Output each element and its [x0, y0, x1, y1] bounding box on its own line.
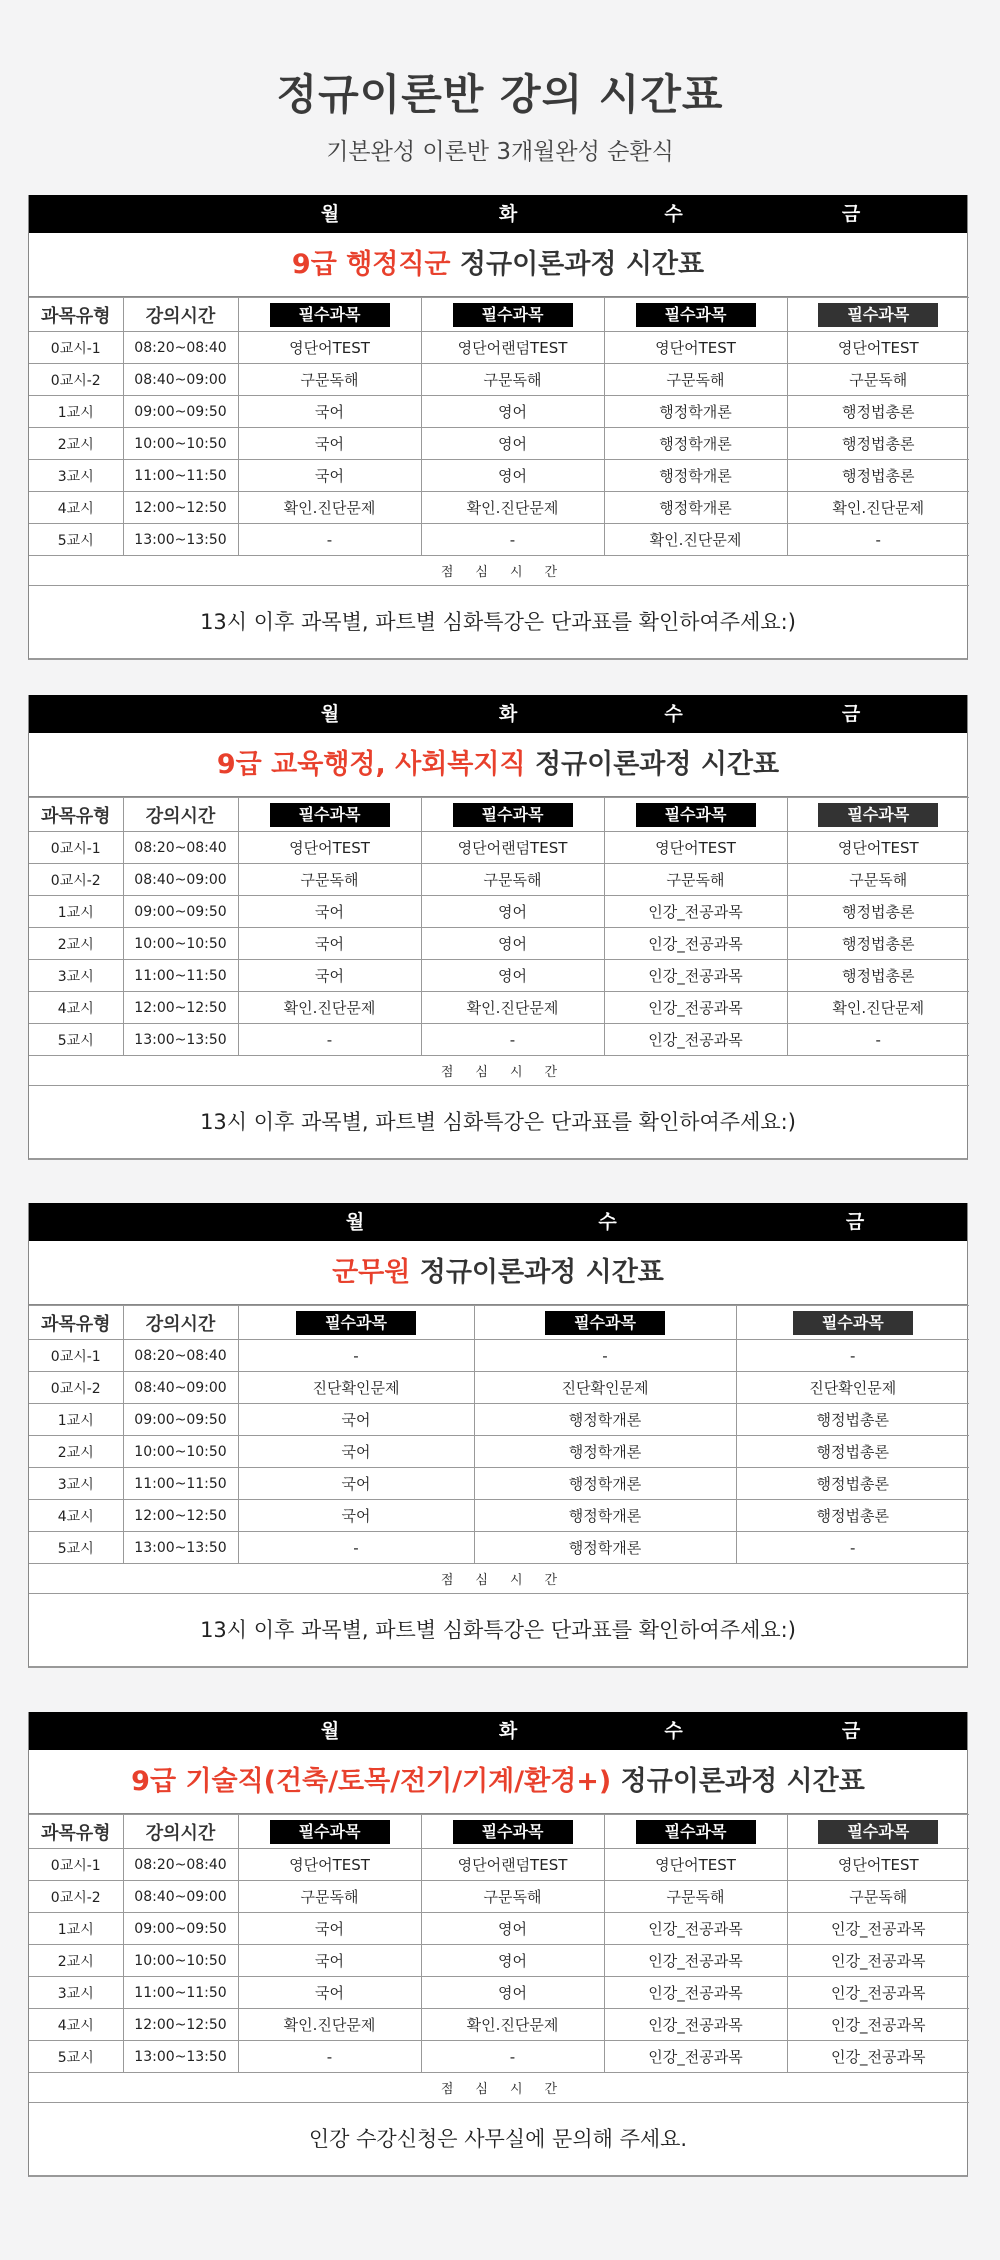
subject-cell: 행정학개론: [474, 1500, 736, 1532]
time-cell: 11:00~11:50: [123, 460, 238, 492]
required-subject-header: [238, 798, 421, 832]
table-row: [29, 864, 969, 896]
weekday-bar: [29, 1203, 967, 1241]
subject-cell: 진단확인문제: [736, 1372, 969, 1404]
period-cell: 3교시: [29, 1468, 123, 1500]
lunch-label: 점심시간: [29, 2073, 969, 2103]
section-title: [29, 233, 967, 297]
lunch-label: 점심시간: [29, 556, 969, 586]
timetable-section: [28, 695, 968, 1160]
header-row: [29, 298, 969, 332]
subject-cell: -: [421, 2041, 604, 2073]
subject-cell: 인강_전공과목: [787, 2009, 969, 2041]
period-cell: 5교시: [29, 524, 123, 556]
subject-cell: 영단어TEST: [604, 1849, 787, 1881]
subject-cell: 인강_전공과목: [604, 2009, 787, 2041]
required-subject-header: [787, 798, 969, 832]
subject-cell: 영어: [421, 1913, 604, 1945]
subject-cell: 인강_전공과목: [787, 1977, 969, 2009]
subject-cell: 인강_전공과목: [604, 1945, 787, 1977]
table-row: [29, 832, 969, 864]
table-row: [29, 2041, 969, 2073]
section-note: 13시 이후 과목별, 파트별 심화특강은 단과표를 확인하여주세요:): [200, 1618, 796, 1642]
section-note: 13시 이후 과목별, 파트별 심화특강은 단과표를 확인하여주세요:): [200, 610, 796, 634]
table-row: [29, 524, 969, 556]
required-subject-header: [604, 1815, 787, 1849]
required-subject-chip: 필수과목: [636, 803, 756, 827]
subject-cell: 행정법총론: [736, 1468, 969, 1500]
subject-cell: 영어: [421, 960, 604, 992]
subject-cell: 확인.진단문제: [787, 492, 969, 524]
required-subject-chip: 필수과목: [818, 303, 938, 327]
required-subject-header: [238, 1815, 421, 1849]
weekday-label: 금: [841, 203, 861, 225]
subject-cell: 행정법총론: [787, 960, 969, 992]
table-row: [29, 928, 969, 960]
table-row: [29, 1436, 969, 1468]
subject-cell: -: [238, 524, 421, 556]
subject-cell: 영어: [421, 396, 604, 428]
subject-cell: 구문독해: [238, 864, 421, 896]
subject-cell: 영단어TEST: [238, 332, 421, 364]
time-cell: 11:00~11:50: [123, 1977, 238, 2009]
subject-cell: -: [238, 1532, 474, 1564]
required-subject-header: [787, 298, 969, 332]
subject-cell: 영단어TEST: [604, 832, 787, 864]
time-cell: 08:40~09:00: [123, 364, 238, 396]
subject-cell: 국어: [238, 1468, 474, 1500]
time-cell: 08:20~08:40: [123, 832, 238, 864]
page-title: 정규이론반 강의 시간표: [276, 70, 724, 119]
required-subject-chip: 필수과목: [270, 1820, 390, 1844]
time-header: 강의시간: [123, 1306, 238, 1340]
subject-cell: 영어: [421, 928, 604, 960]
period-cell: 5교시: [29, 1532, 123, 1564]
required-subject-header: [787, 1815, 969, 1849]
subject-cell: 행정학개론: [604, 460, 787, 492]
required-subject-chip: 필수과목: [818, 803, 938, 827]
table-row: [29, 1024, 969, 1056]
section-note: 인강 수강신청은 사무실에 문의해 주세요.: [308, 2127, 688, 2151]
schedule-table: [29, 297, 969, 586]
subject-cell: 구문독해: [787, 1881, 969, 1913]
time-cell: 08:20~08:40: [123, 332, 238, 364]
subject-cell: 영어: [421, 896, 604, 928]
period-cell: 1교시: [29, 1404, 123, 1436]
subject-cell: -: [736, 1340, 969, 1372]
table-row: [29, 1881, 969, 1913]
required-subject-header: [474, 1306, 736, 1340]
subject-cell: 행정학개론: [474, 1436, 736, 1468]
time-cell: 08:20~08:40: [123, 1849, 238, 1881]
schedule-table: [29, 1305, 969, 1594]
section-title-highlight: 9급 기술직(건축/토목/전기/기계/환경+): [131, 1766, 612, 1797]
subject-cell: 구문독해: [604, 1881, 787, 1913]
weekday-label: 월: [345, 1211, 365, 1233]
subject-cell: 구문독해: [421, 864, 604, 896]
time-header: 강의시간: [123, 298, 238, 332]
required-subject-chip: 필수과목: [793, 1311, 913, 1335]
period-cell: 5교시: [29, 1024, 123, 1056]
type-header: 과목유형: [29, 298, 123, 332]
period-cell: 0교시-1: [29, 332, 123, 364]
required-subject-header: [238, 1306, 474, 1340]
subject-cell: 인강_전공과목: [604, 992, 787, 1024]
schedule-table: [29, 1814, 969, 2103]
subject-cell: 영단어TEST: [604, 332, 787, 364]
subject-cell: 행정학개론: [604, 428, 787, 460]
time-cell: 09:00~09:50: [123, 896, 238, 928]
subject-cell: 영어: [421, 460, 604, 492]
time-cell: 12:00~12:50: [123, 492, 238, 524]
lunch-label: 점심시간: [29, 1564, 969, 1594]
subject-cell: 구문독해: [421, 364, 604, 396]
time-cell: 09:00~09:50: [123, 1404, 238, 1436]
subject-cell: 확인.진단문제: [238, 492, 421, 524]
period-cell: 0교시-1: [29, 1340, 123, 1372]
period-cell: 3교시: [29, 960, 123, 992]
required-subject-chip: 필수과목: [270, 303, 390, 327]
subject-cell: -: [421, 524, 604, 556]
subject-cell: 국어: [238, 1404, 474, 1436]
subject-cell: 국어: [238, 428, 421, 460]
required-subject-header: [238, 298, 421, 332]
section-title-rest: 정규이론과정 시간표: [525, 749, 780, 780]
timetable-section: [28, 1712, 968, 2177]
weekday-label: 월: [320, 703, 340, 725]
time-cell: 13:00~13:50: [123, 1024, 238, 1056]
subject-cell: 확인.진단문제: [421, 492, 604, 524]
subject-cell: 영어: [421, 1945, 604, 1977]
time-cell: 10:00~10:50: [123, 428, 238, 460]
weekday-label: 월: [320, 1720, 340, 1742]
time-cell: 13:00~13:50: [123, 2041, 238, 2073]
timetable-section: [28, 195, 968, 660]
subject-cell: -: [421, 1024, 604, 1056]
subject-cell: 인강_전공과목: [604, 960, 787, 992]
subject-cell: 행정학개론: [604, 492, 787, 524]
subject-cell: -: [787, 524, 969, 556]
subject-cell: 행정법총론: [736, 1500, 969, 1532]
subject-cell: 행정법총론: [787, 928, 969, 960]
section-title: [29, 1241, 967, 1305]
period-cell: 2교시: [29, 428, 123, 460]
section-title-highlight: 군무원: [332, 1257, 411, 1288]
subject-cell: 영단어TEST: [787, 832, 969, 864]
period-cell: 1교시: [29, 1913, 123, 1945]
table-row: [29, 428, 969, 460]
subject-cell: 인강_전공과목: [787, 1945, 969, 1977]
time-cell: 10:00~10:50: [123, 1945, 238, 1977]
time-cell: 12:00~12:50: [123, 2009, 238, 2041]
subject-cell: 영단어TEST: [238, 832, 421, 864]
subject-cell: 확인.진단문제: [421, 2009, 604, 2041]
weekday-label: 수: [664, 1720, 683, 1742]
period-cell: 0교시-2: [29, 1881, 123, 1913]
subject-cell: 국어: [238, 1500, 474, 1532]
period-cell: 0교시-1: [29, 1849, 123, 1881]
subject-cell: 구문독해: [604, 864, 787, 896]
subject-cell: 영어: [421, 428, 604, 460]
subject-cell: 확인.진단문제: [421, 992, 604, 1024]
period-cell: 4교시: [29, 1500, 123, 1532]
subject-cell: 구문독해: [238, 364, 421, 396]
required-subject-chip: 필수과목: [453, 303, 573, 327]
time-header: 강의시간: [123, 798, 238, 832]
header-row: [29, 1815, 969, 1849]
subject-cell: 국어: [238, 396, 421, 428]
time-cell: 10:00~10:50: [123, 1436, 238, 1468]
section-title: [29, 1750, 967, 1814]
required-subject-header: [736, 1306, 969, 1340]
subject-cell: 확인.진단문제: [238, 992, 421, 1024]
subject-cell: 영단어랜덤TEST: [421, 332, 604, 364]
weekday-label: 금: [845, 1211, 865, 1233]
period-cell: 2교시: [29, 928, 123, 960]
weekday-label: 수: [598, 1211, 617, 1233]
weekday-label: 월: [320, 203, 340, 225]
table-row: [29, 896, 969, 928]
table-row: [29, 1372, 969, 1404]
subject-cell: 행정학개론: [604, 396, 787, 428]
subject-cell: 행정법총론: [736, 1404, 969, 1436]
lunch-row: [29, 556, 969, 586]
time-header: 강의시간: [123, 1815, 238, 1849]
period-cell: 3교시: [29, 460, 123, 492]
required-subject-chip: 필수과목: [545, 1311, 665, 1335]
subject-cell: 행정법총론: [787, 460, 969, 492]
period-cell: 3교시: [29, 1977, 123, 2009]
required-subject-chip: 필수과목: [270, 803, 390, 827]
period-cell: 1교시: [29, 896, 123, 928]
period-cell: 0교시-2: [29, 364, 123, 396]
weekday-bar: [29, 695, 967, 733]
period-cell: 4교시: [29, 992, 123, 1024]
subject-cell: 영단어랜덤TEST: [421, 832, 604, 864]
time-cell: 08:40~09:00: [123, 1881, 238, 1913]
table-row: [29, 332, 969, 364]
table-row: [29, 992, 969, 1024]
weekday-bar: [29, 1712, 967, 1750]
table-row: [29, 1404, 969, 1436]
subject-cell: 행정법총론: [736, 1436, 969, 1468]
weekday-label: 금: [841, 1720, 861, 1742]
required-subject-chip: 필수과목: [636, 1820, 756, 1844]
subject-cell: 구문독해: [604, 364, 787, 396]
subject-cell: 행정법총론: [787, 428, 969, 460]
table-row: [29, 1340, 969, 1372]
subject-cell: 확인.진단문제: [238, 2009, 421, 2041]
table-row: [29, 492, 969, 524]
subject-cell: 구문독해: [238, 1881, 421, 1913]
section-title-rest: 정규이론과정 시간표: [410, 1257, 664, 1288]
lunch-row: [29, 1564, 969, 1594]
schedule-table: [29, 797, 969, 1086]
subject-cell: 진단확인문제: [474, 1372, 736, 1404]
table-row: [29, 1849, 969, 1881]
header-row: [29, 798, 969, 832]
subject-cell: -: [238, 2041, 421, 2073]
table-row: [29, 1468, 969, 1500]
subject-cell: 확인.진단문제: [787, 992, 969, 1024]
type-header: 과목유형: [29, 798, 123, 832]
subject-cell: 행정법총론: [787, 396, 969, 428]
subject-cell: 행정법총론: [787, 896, 969, 928]
page-subtitle: 기본완성 이론반 3개월완성 순환식: [326, 139, 674, 165]
period-cell: 2교시: [29, 1945, 123, 1977]
subject-cell: 진단확인문제: [238, 1372, 474, 1404]
table-row: [29, 960, 969, 992]
header-row: [29, 1306, 969, 1340]
required-subject-header: [421, 798, 604, 832]
table-row: [29, 2009, 969, 2041]
section-note: 13시 이후 과목별, 파트별 심화특강은 단과표를 확인하여주세요:): [200, 1110, 796, 1134]
subject-cell: 국어: [238, 1945, 421, 1977]
subject-cell: 국어: [238, 1436, 474, 1468]
weekday-label: 수: [664, 203, 683, 225]
weekday-bar: [29, 195, 967, 233]
required-subject-chip: 필수과목: [818, 1820, 938, 1844]
required-subject-chip: 필수과목: [636, 303, 756, 327]
subject-cell: -: [474, 1340, 736, 1372]
subject-cell: 행정학개론: [474, 1468, 736, 1500]
lunch-label: 점심시간: [29, 1056, 969, 1086]
subject-cell: -: [238, 1340, 474, 1372]
period-cell: 0교시-2: [29, 1372, 123, 1404]
required-subject-header: [421, 1815, 604, 1849]
section-title: [29, 733, 967, 797]
time-cell: 10:00~10:50: [123, 928, 238, 960]
subject-cell: 국어: [238, 1977, 421, 2009]
weekday-label: 화: [498, 1720, 518, 1742]
subject-cell: 인강_전공과목: [604, 1977, 787, 2009]
period-cell: 2교시: [29, 1436, 123, 1468]
table-row: [29, 1532, 969, 1564]
period-cell: 0교시-2: [29, 864, 123, 896]
time-cell: 12:00~12:50: [123, 1500, 238, 1532]
table-row: [29, 396, 969, 428]
subject-cell: 인강_전공과목: [604, 1024, 787, 1056]
subject-cell: 인강_전공과목: [604, 2041, 787, 2073]
subject-cell: 인강_전공과목: [604, 896, 787, 928]
subject-cell: 국어: [238, 460, 421, 492]
time-cell: 08:40~09:00: [123, 864, 238, 896]
subject-cell: 국어: [238, 928, 421, 960]
required-subject-chip: 필수과목: [296, 1311, 416, 1335]
required-subject-header: [421, 298, 604, 332]
subject-cell: 구문독해: [787, 864, 969, 896]
subject-cell: 구문독해: [787, 364, 969, 396]
period-cell: 4교시: [29, 2009, 123, 2041]
time-cell: 13:00~13:50: [123, 1532, 238, 1564]
subject-cell: 국어: [238, 1913, 421, 1945]
subject-cell: 인강_전공과목: [604, 1913, 787, 1945]
timetable-section: [28, 1203, 968, 1668]
subject-cell: 구문독해: [421, 1881, 604, 1913]
time-cell: 13:00~13:50: [123, 524, 238, 556]
subject-cell: 영단어TEST: [787, 332, 969, 364]
subject-cell: 영단어랜덤TEST: [421, 1849, 604, 1881]
period-cell: 1교시: [29, 396, 123, 428]
subject-cell: -: [238, 1024, 421, 1056]
subject-cell: 인강_전공과목: [604, 928, 787, 960]
section-title-rest: 정규이론과정 시간표: [450, 249, 705, 280]
subject-cell: 국어: [238, 960, 421, 992]
lunch-row: [29, 1056, 969, 1086]
time-cell: 11:00~11:50: [123, 1468, 238, 1500]
weekday-label: 수: [664, 703, 683, 725]
subject-cell: 행정학개론: [474, 1404, 736, 1436]
table-row: [29, 1977, 969, 2009]
time-cell: 09:00~09:50: [123, 396, 238, 428]
required-subject-header: [604, 798, 787, 832]
subject-cell: 영어: [421, 1977, 604, 2009]
section-title-highlight: 9급 교육행정, 사회복지직: [216, 749, 526, 780]
time-cell: 08:40~09:00: [123, 1372, 238, 1404]
subject-cell: 영단어TEST: [787, 1849, 969, 1881]
table-row: [29, 460, 969, 492]
period-cell: 5교시: [29, 2041, 123, 2073]
table-row: [29, 1945, 969, 1977]
required-subject-chip: 필수과목: [453, 1820, 573, 1844]
weekday-label: 금: [841, 703, 861, 725]
table-row: [29, 1500, 969, 1532]
section-title-rest: 정규이론과정 시간표: [611, 1766, 865, 1797]
time-cell: 11:00~11:50: [123, 960, 238, 992]
period-cell: 0교시-1: [29, 832, 123, 864]
subject-cell: 국어: [238, 896, 421, 928]
weekday-label: 화: [498, 703, 518, 725]
time-cell: 12:00~12:50: [123, 992, 238, 1024]
section-title-highlight: 9급 행정직군: [291, 249, 451, 280]
required-subject-header: [604, 298, 787, 332]
subject-cell: 인강_전공과목: [787, 2041, 969, 2073]
subject-cell: 행정학개론: [474, 1532, 736, 1564]
type-header: 과목유형: [29, 1306, 123, 1340]
subject-cell: 확인.진단문제: [604, 524, 787, 556]
required-subject-chip: 필수과목: [453, 803, 573, 827]
time-cell: 09:00~09:50: [123, 1913, 238, 1945]
time-cell: 08:20~08:40: [123, 1340, 238, 1372]
lunch-row: [29, 2073, 969, 2103]
period-cell: 4교시: [29, 492, 123, 524]
type-header: 과목유형: [29, 1815, 123, 1849]
table-row: [29, 1913, 969, 1945]
weekday-label: 화: [498, 203, 518, 225]
subject-cell: 영단어TEST: [238, 1849, 421, 1881]
subject-cell: -: [736, 1532, 969, 1564]
subject-cell: 인강_전공과목: [787, 1913, 969, 1945]
subject-cell: -: [787, 1024, 969, 1056]
table-row: [29, 364, 969, 396]
